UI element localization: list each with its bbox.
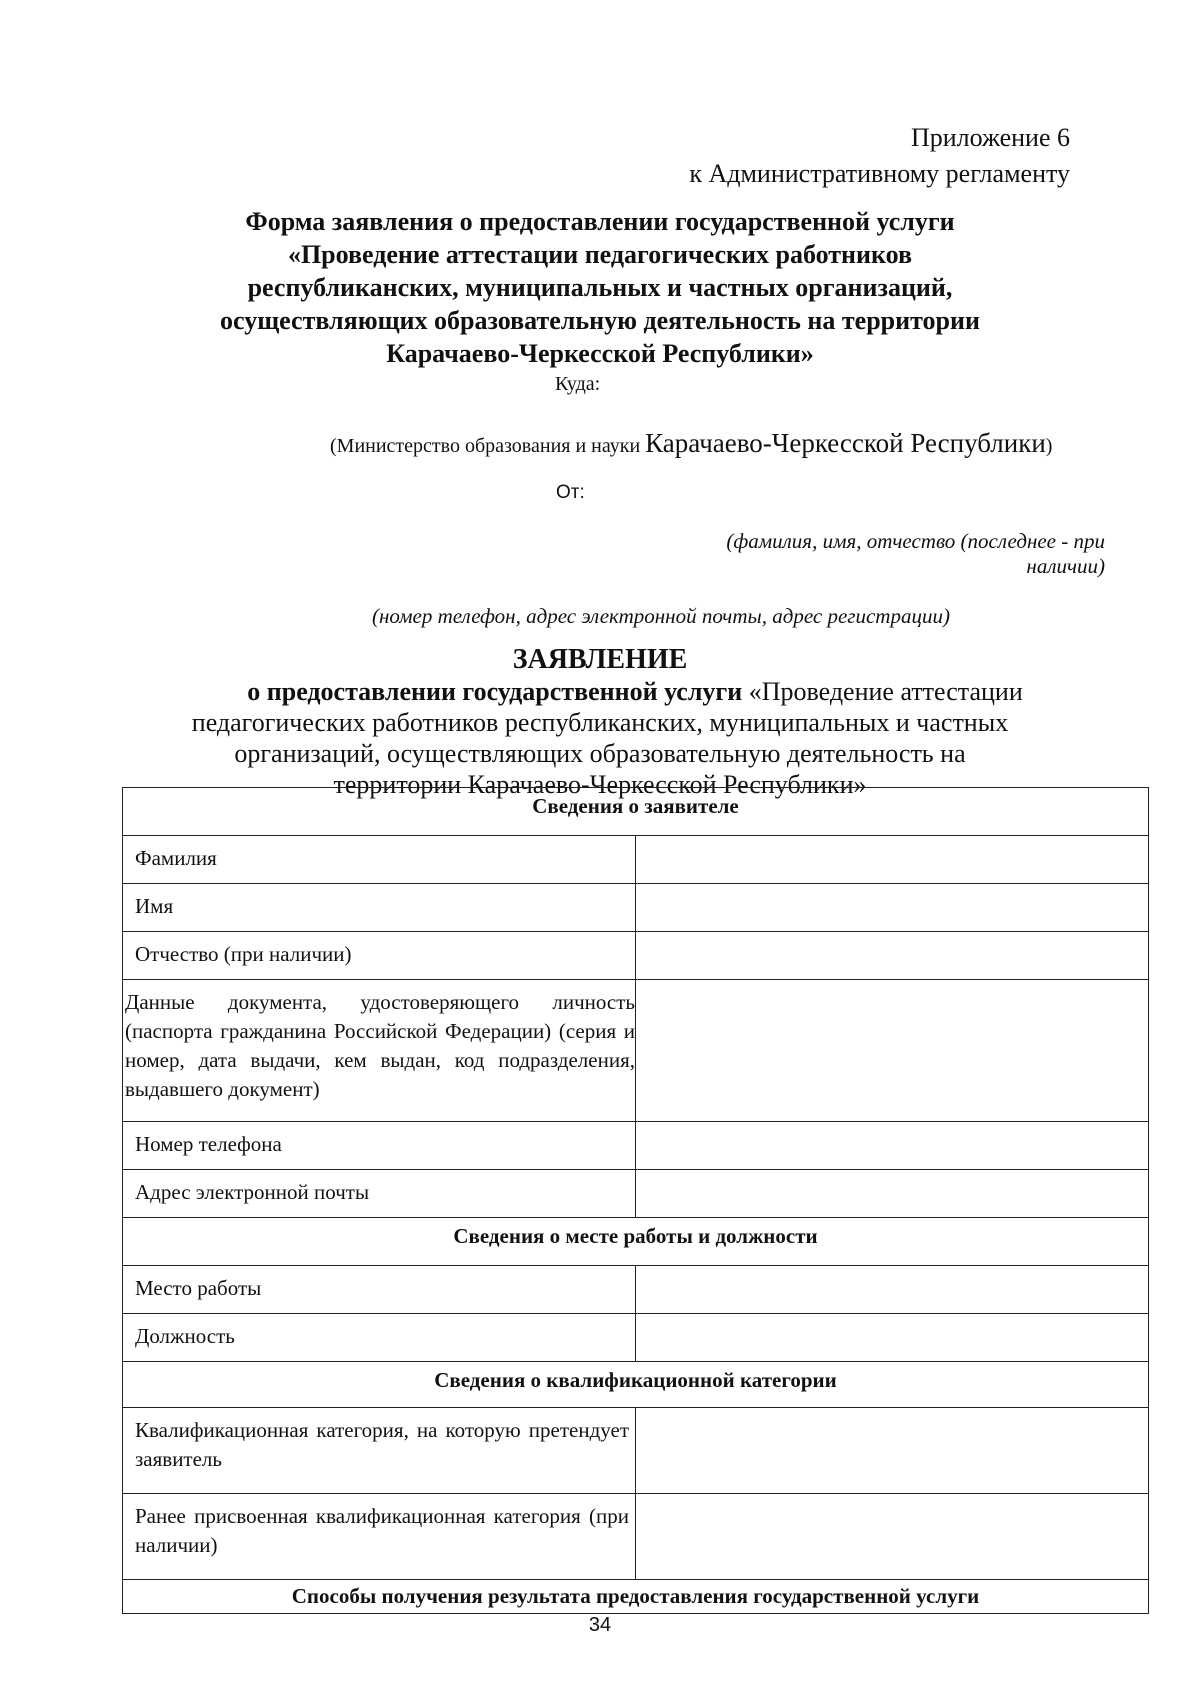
application-form-table xyxy=(122,787,1149,1614)
form-title-line: Форма заявления о предоставлении государственной услуги xyxy=(245,207,955,236)
patronymic-label: Отчество (при наличии) xyxy=(123,932,636,980)
position-label: Должность xyxy=(123,1314,636,1362)
recipient-name: Карачаево-Черкесской Республики xyxy=(645,428,1046,458)
section-row xyxy=(123,788,1149,836)
table-row xyxy=(123,1266,1149,1314)
table-row xyxy=(123,1494,1149,1580)
email-label: Адрес электронной почты xyxy=(123,1170,636,1218)
email-field[interactable] xyxy=(636,1170,1149,1218)
from-label: От: xyxy=(556,482,585,503)
application-subtitle-line: педагогических работников республиканских, муниципальных и частных xyxy=(191,708,1009,737)
id-document-label: Данные документа, удостоверяющего личность (паспорта гражданина Российской Федерации) (серия и номер, дата выдачи, кем выдан, код подразделения, выдавшего документ) xyxy=(123,980,636,1122)
section-qualification: Сведения о квалификационной категории xyxy=(123,1362,1149,1408)
table-row xyxy=(123,1314,1149,1362)
table-row xyxy=(123,1170,1149,1218)
section-work: Сведения о месте работы и должности xyxy=(123,1218,1149,1266)
fio-hint xyxy=(726,529,1105,579)
first-name-label: Имя xyxy=(123,884,636,932)
section-row xyxy=(123,1580,1149,1614)
application-title xyxy=(0,643,1200,800)
patronymic-field[interactable] xyxy=(636,932,1149,980)
form-title-line: республиканских, муниципальных и частных организаций, xyxy=(247,273,953,302)
claimed-category-field[interactable] xyxy=(636,1408,1149,1494)
recipient-line xyxy=(330,428,1052,459)
appendix-number: Приложение 6 xyxy=(910,123,1070,152)
table-row xyxy=(123,1122,1149,1170)
first-name-field[interactable] xyxy=(636,884,1149,932)
section-row xyxy=(123,1362,1149,1408)
phone-field[interactable] xyxy=(636,1122,1149,1170)
appendix-regulation: к Административному регламенту xyxy=(689,159,1070,188)
appendix-reference xyxy=(689,120,1070,192)
last-name-label: Фамилия xyxy=(123,836,636,884)
section-row xyxy=(123,1218,1149,1266)
last-name-field[interactable] xyxy=(636,836,1149,884)
claimed-category-label: Квалификационная категория, на которую претендует заявитель xyxy=(123,1408,636,1494)
application-heading: ЗАЯВЛЕНИЕ xyxy=(512,644,688,675)
id-document-field[interactable] xyxy=(636,980,1149,1122)
phone-label: Номер телефона xyxy=(123,1122,636,1170)
form-title xyxy=(0,205,1200,370)
application-subtitle-line xyxy=(0,676,1200,707)
fio-hint-line: наличии) xyxy=(1026,554,1105,578)
fio-hint-line: (фамилия, имя, отчество (последнее - при xyxy=(726,529,1105,553)
recipient-suffix: ) xyxy=(1045,435,1053,457)
contacts-hint: (номер телефон, адрес электронной почты, адрес регистрации) xyxy=(372,604,950,628)
page-number: 34 xyxy=(588,1614,612,1636)
form-title-line: осуществляющих образовательную деятельность на территории xyxy=(220,306,980,335)
form-title-line: Карачаево-Черкесской Республики» xyxy=(386,339,814,368)
to-label: Куда: xyxy=(555,373,601,395)
section-applicant: Сведения о заявителе xyxy=(123,788,1149,836)
form-title-line: «Проведение аттестации педагогических работников xyxy=(287,240,913,269)
table-row xyxy=(123,1408,1149,1494)
application-subtitle-bold: о предоставлении государственной услуги xyxy=(247,677,743,706)
workplace-field[interactable] xyxy=(636,1266,1149,1314)
recipient-prefix: (Министерство образования и науки xyxy=(330,435,646,457)
section-result: Способы получения результата предоставления государственной услуги xyxy=(123,1580,1149,1614)
previous-category-label: Ранее присвоенная квалификационная категория (при наличии) xyxy=(123,1494,636,1580)
table-row xyxy=(123,836,1149,884)
application-subtitle-rest: «Проведение аттестации xyxy=(742,677,1023,706)
table-row xyxy=(123,932,1149,980)
table-row xyxy=(123,980,1149,1122)
application-subtitle-line: территории Карачаево-Черкесской Республики» xyxy=(333,770,867,799)
position-field[interactable] xyxy=(636,1314,1149,1362)
table-row xyxy=(123,884,1149,932)
application-subtitle-line: организаций, осуществляющих образовательную деятельность на xyxy=(234,739,966,768)
previous-category-field[interactable] xyxy=(636,1494,1149,1580)
workplace-label: Место работы xyxy=(123,1266,636,1314)
